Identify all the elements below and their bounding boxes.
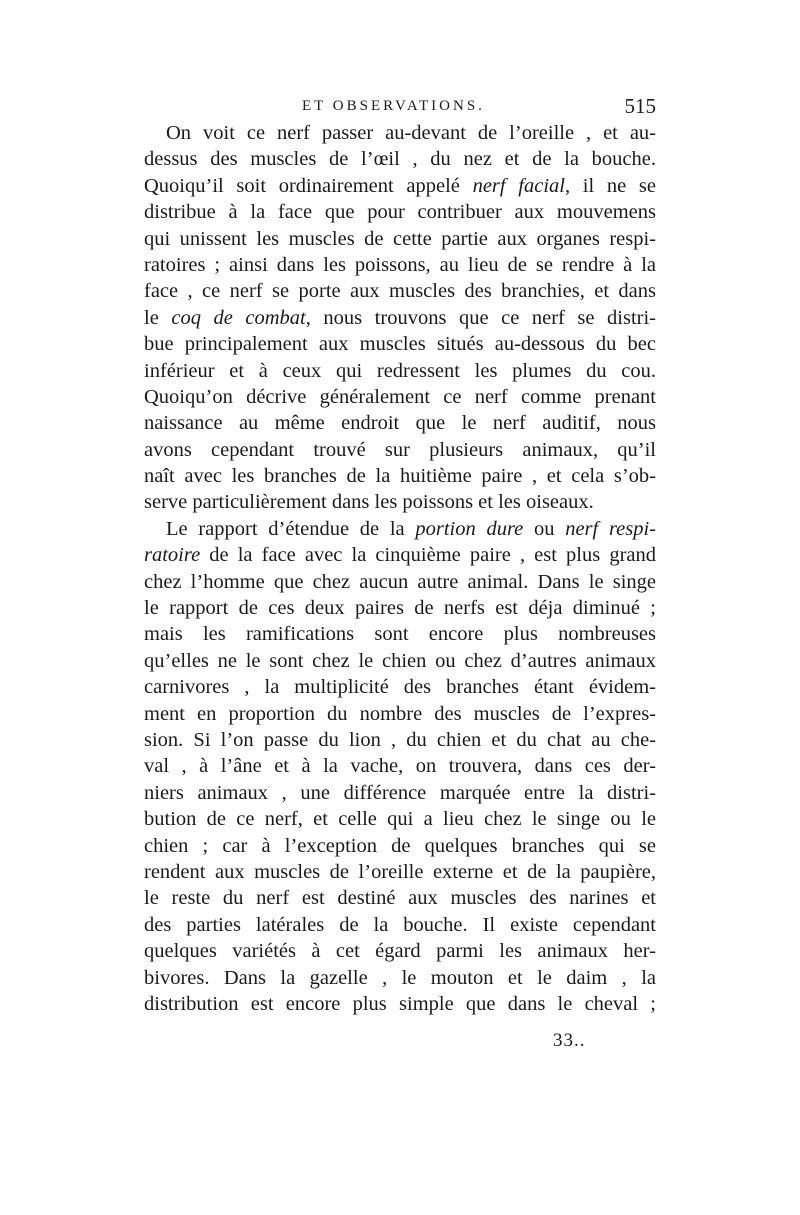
text-line: inférieur et à ceux qui redressent les plumes du cou. [144, 359, 656, 382]
text-line: mais les ramifications sont encore plus nombreuses [144, 623, 656, 646]
text-line: chez l’homme que chez aucun autre animal. Dans le singe [144, 570, 656, 593]
text-line: Le rapport d’étendue de la portion dure ou nerf respi- [166, 517, 657, 540]
text-line: sion. Si l’on passe du lion , du chien et du chat au che- [144, 728, 656, 751]
text-line: naissance au même endroit que le nerf auditif, nous [144, 412, 656, 435]
body-text [144, 120, 656, 1017]
text-line: qu’elles ne le sont chez le chien ou chez d’autres animaux [144, 649, 656, 672]
text-line: rendent aux muscles de l’oreille externe et de la paupière, [144, 860, 656, 883]
text-line: avons cependant trouvé sur plusieurs animaux, qu’il [144, 438, 656, 461]
text-line: distribution est encore plus simple que dans le cheval ; [144, 992, 656, 1015]
text-line: naît avec les branches de la huitième paire , et cela s’ob- [144, 465, 656, 488]
text-line: le coq de combat, nous trouvons que ce nerf se distri- [144, 306, 656, 329]
text-line: Quoiqu’on décrive généralement ce nerf comme prenant [144, 385, 656, 408]
text-line: Quoiqu’il soit ordinairement appelé nerf facial, il ne se [144, 174, 656, 197]
text-line: distribue à la face que pour contribuer aux mouvemens [144, 201, 656, 224]
text-line: qui unissent les muscles de cette partie aux organes respi- [144, 227, 656, 250]
text-line: des parties latérales de la bouche. Il existe cependant [144, 913, 656, 936]
text-line: chien ; car à l’exception de quelques branches qui se [144, 834, 656, 857]
text-line: ment en proportion du nombre des muscles de l’expres- [144, 702, 656, 725]
running-head: ET OBSERVATIONS. [302, 98, 485, 114]
text-line: niers animaux , une différence marquée entre la distri- [144, 781, 656, 804]
text-line: quelques variétés à cet égard parmi les animaux her- [144, 940, 656, 963]
text-line: serve particulièrement dans les poissons et les oiseaux. [144, 491, 594, 514]
text-line: ratoire de la face avec la cinquième paire , est plus grand [144, 544, 656, 567]
text-line: face , ce nerf se porte aux muscles des branchies, et dans [144, 280, 656, 303]
text-line: carnivores , la multiplicité des branches étant évidem- [144, 676, 656, 699]
text-line: dessus des muscles de l’œil , du nez et de la bouche. [144, 148, 656, 171]
signature-mark: 33.. [553, 1030, 586, 1051]
text-line: On voit ce nerf passer au-devant de l’oreille , et au- [166, 122, 656, 144]
text-line: ratoires ; ainsi dans les poissons, au lieu de se rendre à la [144, 253, 656, 276]
text-line: bue principalement aux muscles situés au-dessous du bec [144, 333, 656, 356]
text-line: le reste du nerf est destiné aux muscles des narines et [144, 887, 656, 910]
page-number: 515 [624, 94, 656, 118]
text-line: bution de ce nerf, et celle qui a lieu chez le singe ou le [144, 808, 656, 831]
text-line: le rapport de ces deux paires de nerfs est déja diminué ; [144, 597, 656, 620]
text-line: bivores. Dans la gazelle , le mouton et le daim , la [144, 966, 656, 989]
text-line: val , à l’âne et à la vache, on trouvera, dans ces der- [144, 755, 656, 778]
